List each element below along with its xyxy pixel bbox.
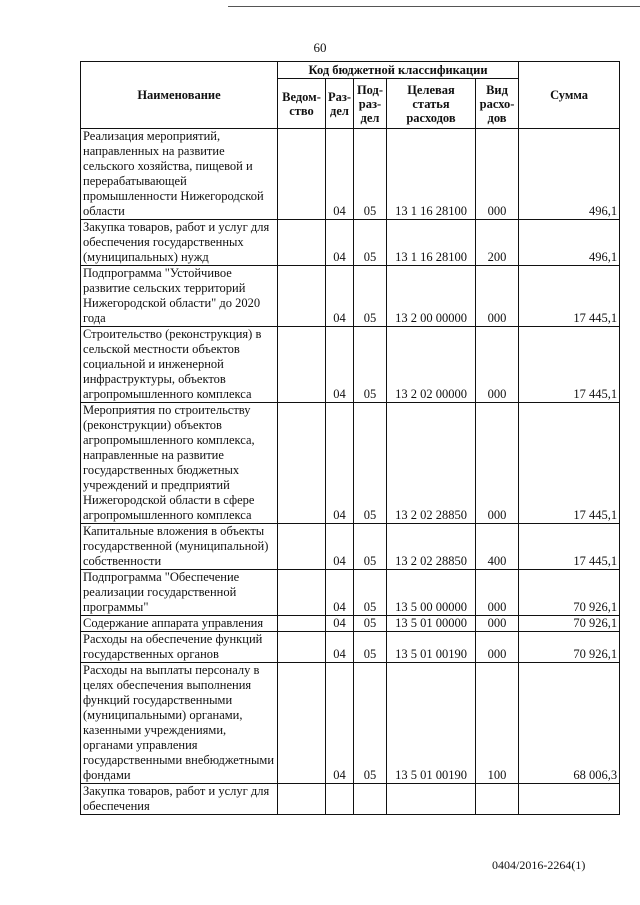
table-row [81, 784, 620, 815]
top-rule [228, 6, 640, 7]
row-razdel: 04 [326, 524, 354, 570]
row-razdel: 04 [326, 663, 354, 784]
header-vedomstvo: Ведом-ство [278, 79, 326, 129]
row-vedomstvo [278, 632, 326, 663]
table-row [81, 266, 620, 327]
table-row [81, 632, 620, 663]
row-sum: 496,1 [519, 220, 620, 266]
row-name: Расходы на выплаты персоналу в целях обеспечения выполнения функций государственными (муниципальными) органами, казенными учреждениями, органами управления государственными внебюджетными фондами [81, 663, 278, 784]
page-number: 60 [313, 40, 327, 55]
row-podrazdel: 05 [354, 403, 387, 524]
row-vedomstvo [278, 784, 326, 815]
row-vid [476, 784, 519, 815]
table-body [81, 129, 620, 815]
row-name: Реализация мероприятий, направленных на развитие сельского хозяйства, пищевой и перерабатывающей промышленности Нижегородской области [81, 129, 278, 220]
row-sum: 17 445,1 [519, 524, 620, 570]
row-vedomstvo [278, 616, 326, 632]
row-podrazdel: 05 [354, 129, 387, 220]
row-vid: 200 [476, 220, 519, 266]
row-sum [519, 784, 620, 815]
table-row [81, 524, 620, 570]
row-tselevaya [387, 784, 476, 815]
table-row [81, 403, 620, 524]
row-vid: 000 [476, 632, 519, 663]
row-name: Мероприятия по строительству (реконструкции) объектов агропромышленного комплекса, направленные на развитие государственных бюджетных учреждений и предприятий Нижегородской области в сфере агропромышленного комплекса [81, 403, 278, 524]
row-vedomstvo [278, 570, 326, 616]
row-vid: 000 [476, 327, 519, 403]
row-podrazdel: 05 [354, 616, 387, 632]
row-sum: 68 006,3 [519, 663, 620, 784]
row-razdel: 04 [326, 220, 354, 266]
row-podrazdel: 05 [354, 220, 387, 266]
table-row [81, 663, 620, 784]
row-razdel [326, 784, 354, 815]
row-razdel: 04 [326, 570, 354, 616]
row-podrazdel: 05 [354, 570, 387, 616]
header-sum: Сумма [519, 62, 620, 129]
row-podrazdel: 05 [354, 663, 387, 784]
table-row [81, 129, 620, 220]
row-podrazdel [354, 784, 387, 815]
row-sum: 70 926,1 [519, 616, 620, 632]
row-vid: 000 [476, 616, 519, 632]
row-vid: 000 [476, 266, 519, 327]
row-vedomstvo [278, 663, 326, 784]
row-tselevaya: 13 1 16 28100 [387, 129, 476, 220]
row-sum: 17 445,1 [519, 266, 620, 327]
table-row [81, 570, 620, 616]
row-razdel: 04 [326, 632, 354, 663]
row-vedomstvo [278, 327, 326, 403]
row-tselevaya: 13 5 01 00000 [387, 616, 476, 632]
row-sum: 496,1 [519, 129, 620, 220]
row-podrazdel: 05 [354, 327, 387, 403]
row-vid: 000 [476, 129, 519, 220]
header-podrazdel: Под-раз-дел [354, 79, 387, 129]
row-tselevaya: 13 5 01 00190 [387, 632, 476, 663]
row-tselevaya: 13 2 00 00000 [387, 266, 476, 327]
row-name: Строительство (реконструкция) в сельской местности объектов социальной и инженерной инфраструктуры, объектов агропромышленного комплекса [81, 327, 278, 403]
header-vid: Вид расхо-дов [476, 79, 519, 129]
row-vedomstvo [278, 266, 326, 327]
row-vid: 400 [476, 524, 519, 570]
header-razdel: Раз-дел [326, 79, 354, 129]
row-razdel: 04 [326, 129, 354, 220]
row-vedomstvo [278, 220, 326, 266]
row-razdel: 04 [326, 403, 354, 524]
row-vid: 000 [476, 570, 519, 616]
row-tselevaya: 13 2 02 28850 [387, 524, 476, 570]
header-classification: Код бюджетной классификации [278, 62, 519, 79]
table-row [81, 327, 620, 403]
row-sum: 70 926,1 [519, 632, 620, 663]
row-vedomstvo [278, 403, 326, 524]
row-tselevaya: 13 2 02 00000 [387, 327, 476, 403]
row-name: Подпрограмма "Обеспечение реализации государственной программы" [81, 570, 278, 616]
row-podrazdel: 05 [354, 524, 387, 570]
document-code: 0404/2016-2264(1) [492, 858, 586, 872]
row-vedomstvo [278, 524, 326, 570]
row-sum: 17 445,1 [519, 403, 620, 524]
table-row [81, 616, 620, 632]
row-podrazdel: 05 [354, 632, 387, 663]
header-tselevaya: Целевая статья расходов [387, 79, 476, 129]
row-name: Расходы на обеспечение функций государственных органов [81, 632, 278, 663]
row-tselevaya: 13 5 00 00000 [387, 570, 476, 616]
row-vid: 000 [476, 403, 519, 524]
header-name: Наименование [81, 62, 278, 129]
row-tselevaya: 13 1 16 28100 [387, 220, 476, 266]
row-vid: 100 [476, 663, 519, 784]
row-name: Закупка товаров, работ и услуг для обеспечения государственных (муниципальных) нужд [81, 220, 278, 266]
row-razdel: 04 [326, 327, 354, 403]
row-razdel: 04 [326, 266, 354, 327]
row-tselevaya: 13 2 02 28850 [387, 403, 476, 524]
row-name: Содержание аппарата управления [81, 616, 278, 632]
row-podrazdel: 05 [354, 266, 387, 327]
row-sum: 17 445,1 [519, 327, 620, 403]
row-vedomstvo [278, 129, 326, 220]
row-name: Закупка товаров, работ и услуг для обеспечения [81, 784, 278, 815]
row-sum: 70 926,1 [519, 570, 620, 616]
row-name: Капитальные вложения в объекты государственной (муниципальной) собственности [81, 524, 278, 570]
row-tselevaya: 13 5 01 00190 [387, 663, 476, 784]
row-name: Подпрограмма "Устойчивое развитие сельских территорий Нижегородской области" до 2020 года [81, 266, 278, 327]
table-row [81, 220, 620, 266]
budget-table [80, 61, 620, 815]
row-razdel: 04 [326, 616, 354, 632]
